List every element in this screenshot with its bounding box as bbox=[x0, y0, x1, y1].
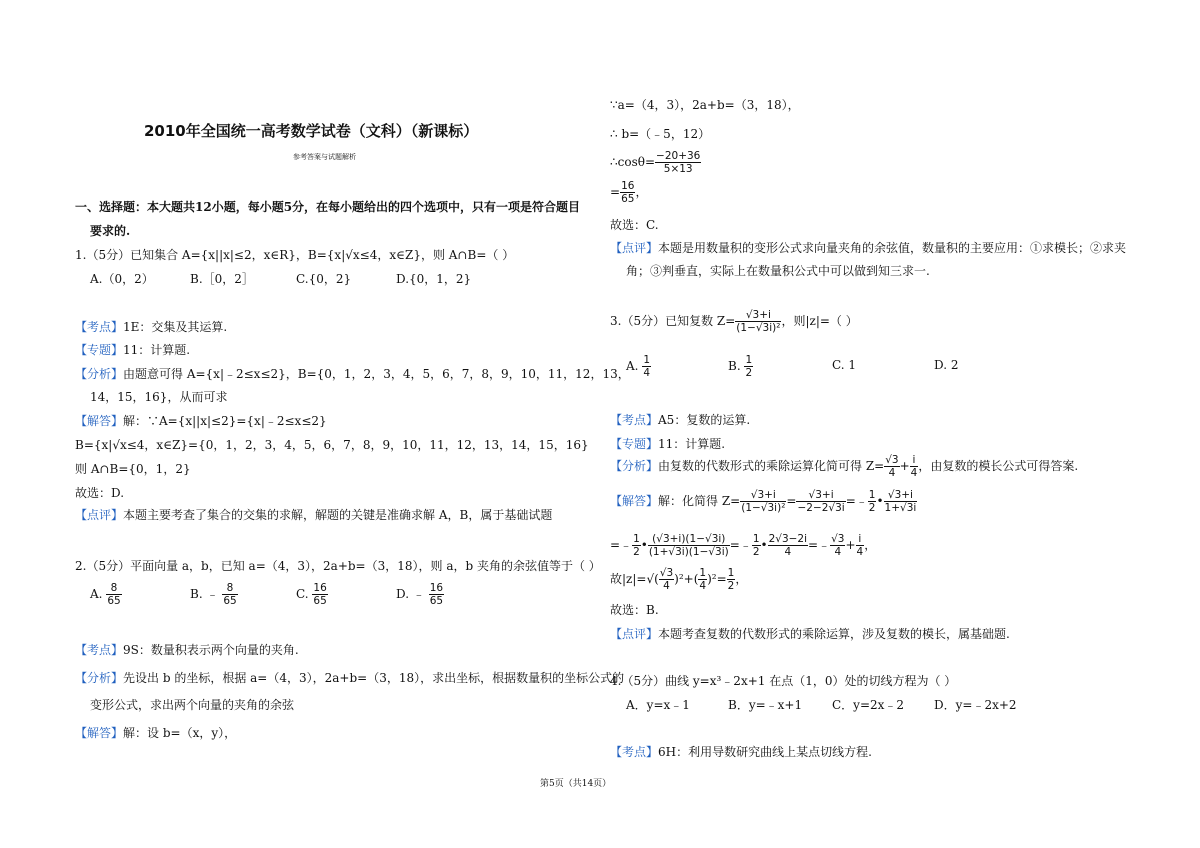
q3-stem-pre: 3.（5分）已知复数 Z= bbox=[610, 314, 736, 328]
q3-opt-d-label: D. bbox=[934, 358, 948, 372]
q3-l3-pre: 故|z|=√( bbox=[610, 572, 659, 586]
kaodian-tag: 【考点】 bbox=[75, 643, 124, 657]
q3-kaodian-text: A5：复数的运算. bbox=[658, 413, 751, 427]
q3-fenxi-pre: 由复数的代数形式的乘除运算化简可得 Z= bbox=[658, 459, 885, 473]
frac-den: 2 bbox=[745, 367, 753, 379]
q3-opt-b-label: B. bbox=[728, 359, 741, 373]
r-line4-post: ， bbox=[635, 185, 648, 199]
page-title: 2010年全国统一高考数学试卷（文科）（新课标） bbox=[144, 122, 479, 140]
frac-num: (√3+i)(1−√3i) bbox=[648, 533, 730, 546]
q4-option-b: B．y=﹣x+1 bbox=[728, 698, 803, 712]
frac-den: 4 bbox=[834, 546, 842, 558]
q3-opt-c-label: C. bbox=[832, 358, 845, 372]
q2-fenxi-text: 先设出 b 的坐标，根据 a=（4，3），2a+b=（3，18），求出坐标，根据数量积的坐标公式的 bbox=[123, 671, 625, 685]
frac-den: (1+√3i)(1−√3i) bbox=[648, 546, 729, 558]
q3-jieda-line3 bbox=[610, 567, 747, 592]
q3-opt-a-label: A. bbox=[626, 359, 639, 373]
r-line4-pre: = bbox=[610, 185, 621, 199]
q4-option-d: D．y=﹣2x+2 bbox=[934, 698, 1017, 712]
q2-opt-d-label: D. bbox=[396, 587, 410, 601]
q2-kaodian-text: 9S：数量积表示两个向量的夹角. bbox=[123, 643, 299, 657]
frac-num: 1 bbox=[752, 533, 760, 545]
dianping-tag: 【点评】 bbox=[75, 508, 124, 522]
q2-opt-d-sign: ﹣ bbox=[412, 587, 425, 601]
q3-opt-c-value: 1 bbox=[848, 358, 857, 372]
jieda-tag: 【解答】 bbox=[75, 414, 124, 428]
frac-den: 65 bbox=[107, 595, 121, 607]
frac-num: 8 bbox=[106, 582, 121, 595]
fenxi-tag: 【分析】 bbox=[75, 671, 124, 685]
frac-num: √3+i bbox=[796, 489, 845, 502]
page-footer: 第5页（共14页） bbox=[540, 779, 612, 789]
q3-l2-end: ， bbox=[864, 538, 877, 552]
q4-kaodian-text: 6H：利用导数研究曲线上某点切线方程. bbox=[658, 745, 872, 759]
section-heading: 一、选择题：本大题共12小题，每小题5分，在每小题给出的四个选项中，只有一项是符合题目 bbox=[75, 200, 581, 214]
q3-jieda-eq1: = bbox=[786, 494, 797, 508]
frac-num: 16 bbox=[313, 582, 327, 594]
frac-den: 1+√3i bbox=[884, 502, 917, 514]
q1-zhuanti bbox=[75, 341, 190, 358]
q2-opt-b-frac bbox=[222, 582, 237, 607]
frac-num: 1 bbox=[745, 354, 753, 366]
q3-jieda bbox=[610, 489, 917, 514]
q3-option-d bbox=[934, 358, 958, 372]
q3-fenxi-frac1 bbox=[884, 454, 899, 479]
q3-fenxi-plus: + bbox=[899, 459, 910, 473]
frac-den: 65 bbox=[223, 595, 237, 607]
q3-jieda-eq2: =﹣ bbox=[845, 494, 868, 508]
frac-num: √3 bbox=[831, 533, 845, 545]
frac-den: 4 bbox=[663, 580, 670, 592]
q3-jieda-pre: 解：化简得 Z= bbox=[658, 494, 741, 508]
q3-l2-dot2: • bbox=[760, 538, 768, 552]
frac-den: 5×13 bbox=[663, 163, 693, 175]
frac-num: 16 bbox=[621, 180, 635, 192]
q2-opt-c-label: C. bbox=[296, 587, 309, 601]
frac-den: 2 bbox=[868, 502, 876, 514]
q2-dianping-cont: 角；③判垂直，实际上在数量积公式中可以做到知三求一. bbox=[626, 264, 930, 278]
page-subtitle: 参考答案与试题解析 bbox=[293, 153, 356, 161]
frac-num: 8 bbox=[222, 582, 237, 595]
q3-fenxi bbox=[610, 454, 1078, 479]
q3-l3-frac1 bbox=[659, 567, 674, 592]
frac-num: √3+i bbox=[740, 489, 786, 502]
q3-l3-frac2 bbox=[698, 567, 707, 592]
q2-stem: 2.（5分）平面向量 a，b，已知 a=（4，3），2a+b=（3，18），则 a，b 夹角的余弦值等于（ ） bbox=[75, 559, 601, 573]
frac-den: (1−√3i)² bbox=[736, 322, 781, 334]
r-line3-pre: ∴cosθ= bbox=[610, 155, 656, 169]
q1-jieda-text: 解：∵A={x||x|≤2}={x|﹣2≤x≤2} bbox=[123, 414, 327, 428]
r-line3-frac bbox=[655, 150, 701, 175]
q3-l3-end: ， bbox=[735, 572, 748, 586]
q2-opt-b-sign: ﹣ bbox=[206, 587, 219, 601]
q2-dianping-text: 本题是用数量积的变形公式求向量夹角的余弦值，数量积的主要应用：①求模长；②求夹 bbox=[658, 241, 1127, 255]
q3-option-b bbox=[728, 354, 753, 379]
q3-l2-frac6 bbox=[856, 533, 865, 558]
q2-option-d bbox=[396, 582, 444, 607]
frac-den: −2−2√3i bbox=[797, 502, 845, 514]
q3-answer: 故选：B. bbox=[610, 603, 659, 617]
q2-dianping bbox=[610, 239, 1126, 256]
q3-dianping-text: 本题考查复数的代数形式的乘除运算，涉及复数的模长，属基础题. bbox=[658, 627, 1010, 641]
q2-opt-a-label: A. bbox=[90, 587, 103, 601]
r-line4-frac bbox=[620, 180, 635, 205]
fenxi-tag: 【分析】 bbox=[610, 459, 659, 473]
frac-num: √3 bbox=[885, 454, 899, 466]
frac-num: i bbox=[856, 533, 865, 546]
q4-option-a: A．y=x﹣1 bbox=[626, 698, 690, 712]
q3-jieda-line2 bbox=[610, 533, 876, 558]
q2-opt-a-frac bbox=[106, 582, 121, 607]
frac-num: 2√3−2i bbox=[768, 533, 808, 545]
kaodian-tag: 【考点】 bbox=[75, 320, 124, 334]
frac-den: 4 bbox=[888, 467, 896, 479]
frac-den: 2 bbox=[633, 546, 640, 558]
q3-zhuanti-text: 11：计算题. bbox=[658, 437, 726, 451]
q3-jieda-frac4 bbox=[884, 489, 918, 514]
frac-num: √3+i bbox=[735, 309, 781, 322]
frac-den: 4 bbox=[910, 467, 918, 479]
q4-stem: 4.（5分）曲线 y=x³﹣2x+1 在点（1，0）处的切线方程为（ ） bbox=[610, 674, 957, 688]
q1-kaodian-text: 1E：交集及其运算. bbox=[123, 320, 228, 334]
r-line4 bbox=[610, 180, 647, 205]
frac-den: 4 bbox=[699, 580, 707, 592]
dianping-tag: 【点评】 bbox=[610, 241, 659, 255]
dianping-tag: 【点评】 bbox=[610, 627, 659, 641]
q3-zhuanti bbox=[610, 435, 725, 452]
frac-den: (1−√3i)² bbox=[741, 502, 786, 514]
q3-l3-post: )²= bbox=[707, 572, 727, 586]
q3-jieda-dot: • bbox=[876, 494, 884, 508]
r-line1: ∵a=（4，3），2a+b=（3，18）， bbox=[610, 98, 800, 112]
q3-stem-frac bbox=[735, 309, 781, 334]
q1-kaodian bbox=[75, 318, 227, 335]
q2-fenxi-cont: 变形公式，求出两个向量的夹角的余弦 bbox=[90, 698, 295, 712]
r-line2: ∴ b=（﹣5，12） bbox=[610, 127, 711, 141]
q3-l2-frac4 bbox=[768, 533, 808, 558]
q3-l3-mid: )²+( bbox=[674, 572, 699, 586]
q3-l2-frac5 bbox=[830, 533, 845, 558]
frac-num: 1 bbox=[727, 567, 735, 579]
q1-stem: 1.（5分）已知集合 A={x||x|≤2，x∈R}，B={x|√x≤4，x∈Z}，则 A∩B=（ ） bbox=[75, 248, 515, 262]
q3-jieda-frac1 bbox=[740, 489, 786, 514]
q1-answer: 故选：D. bbox=[75, 486, 125, 500]
q3-option-c bbox=[832, 358, 856, 372]
q1-option-b: B.［0，2］ bbox=[190, 272, 254, 286]
q3-fenxi-post: ，由复数的模长公式可得答案. bbox=[918, 459, 1079, 473]
q1-fenxi-cont: 14，15，16}，从而可求 bbox=[90, 390, 228, 404]
q3-option-a bbox=[626, 354, 651, 379]
q3-kaodian bbox=[610, 411, 750, 428]
q1-fenxi-text: 由题意可得 A={x|﹣2≤x≤2}，B={0，1，2，3，4，5，6，7，8，9，10，11，12，13， bbox=[123, 367, 630, 381]
frac-den: 4 bbox=[643, 367, 650, 379]
q3-l2-plus: + bbox=[845, 538, 856, 552]
frac-num: i bbox=[910, 454, 919, 467]
kaodian-tag: 【考点】 bbox=[610, 413, 659, 427]
q2-jieda-text: 解：设 b=（x，y）， bbox=[123, 726, 237, 740]
frac-den: 4 bbox=[784, 546, 792, 558]
q2-kaodian bbox=[75, 641, 299, 658]
r-line3 bbox=[610, 150, 701, 175]
q3-jieda-frac2 bbox=[796, 489, 845, 514]
jieda-tag: 【解答】 bbox=[75, 726, 124, 740]
frac-num: 1 bbox=[699, 567, 707, 579]
frac-num: −20+36 bbox=[656, 150, 701, 162]
q4-option-c: C．y=2x﹣2 bbox=[832, 698, 905, 712]
q1-jieda bbox=[75, 412, 327, 429]
frac-den: 65 bbox=[621, 193, 635, 205]
frac-num: 1 bbox=[633, 533, 640, 545]
q1-jieda-line2: B={x|√x≤4，x∈Z}={0，1，2，3，4，5，6，7，8，9，10，11，12，13，14，15，16} bbox=[75, 438, 589, 452]
q2-option-a bbox=[90, 582, 122, 607]
q3-l2-dot: • bbox=[640, 538, 648, 552]
frac-num: √3 bbox=[659, 567, 674, 579]
frac-num: √3+i bbox=[884, 489, 918, 502]
fenxi-tag: 【分析】 bbox=[75, 367, 124, 381]
q3-dianping bbox=[610, 625, 1010, 642]
q2-jieda bbox=[75, 724, 236, 741]
q1-dianping bbox=[75, 506, 552, 523]
q1-fenxi bbox=[75, 365, 630, 382]
frac-den: 65 bbox=[429, 595, 444, 607]
frac-den: 2 bbox=[752, 546, 760, 558]
q2-option-b bbox=[190, 582, 238, 607]
frac-num: 1 bbox=[868, 489, 876, 501]
q2-opt-c-frac bbox=[312, 582, 327, 607]
q1-option-d: D.{0，1，2} bbox=[396, 272, 472, 286]
q3-l2-frac3 bbox=[752, 533, 761, 558]
q3-l2-eq2: =﹣ bbox=[729, 538, 752, 552]
q1-zhuanti-text: 11：计算题. bbox=[123, 343, 191, 357]
q3-opt-b-frac bbox=[744, 354, 753, 379]
q3-l2-eq3: =﹣ bbox=[808, 538, 831, 552]
q1-option-c: C.{0，2} bbox=[296, 272, 352, 286]
q4-kaodian bbox=[610, 743, 872, 760]
q1-option-a: A.（0，2） bbox=[90, 272, 154, 286]
q3-stem bbox=[610, 309, 858, 334]
q2-opt-b-label: B. bbox=[190, 587, 203, 601]
q3-l2-eq: =﹣ bbox=[610, 538, 633, 552]
q2-answer: 故选：C. bbox=[610, 218, 659, 232]
q3-stem-post: ，则|z|=（ ） bbox=[781, 314, 858, 328]
frac-num: 1 bbox=[643, 354, 650, 366]
q3-l2-frac1 bbox=[632, 533, 641, 558]
q1-jieda-line3: 则 A∩B={0，1，2} bbox=[75, 462, 191, 476]
q1-dianping-text: 本题主要考查了集合的交集的求解，解题的关键是准确求解 A，B，属于基础试题 bbox=[123, 508, 553, 522]
zhuanti-tag: 【专题】 bbox=[610, 437, 659, 451]
q3-l2-frac2 bbox=[648, 533, 730, 558]
section-heading-cont: 要求的. bbox=[90, 224, 131, 238]
jieda-tag: 【解答】 bbox=[610, 494, 659, 508]
q2-option-c bbox=[296, 582, 328, 607]
q3-opt-d-value: 2 bbox=[950, 358, 959, 372]
frac-num: 16 bbox=[429, 582, 444, 594]
frac-den: 65 bbox=[313, 595, 327, 607]
frac-den: 4 bbox=[856, 546, 864, 558]
q3-opt-a-frac bbox=[642, 354, 651, 379]
zhuanti-tag: 【专题】 bbox=[75, 343, 124, 357]
q2-fenxi bbox=[75, 669, 624, 686]
frac-den: 2 bbox=[727, 580, 735, 592]
q2-opt-d-frac bbox=[429, 582, 444, 607]
kaodian-tag: 【考点】 bbox=[610, 745, 659, 759]
